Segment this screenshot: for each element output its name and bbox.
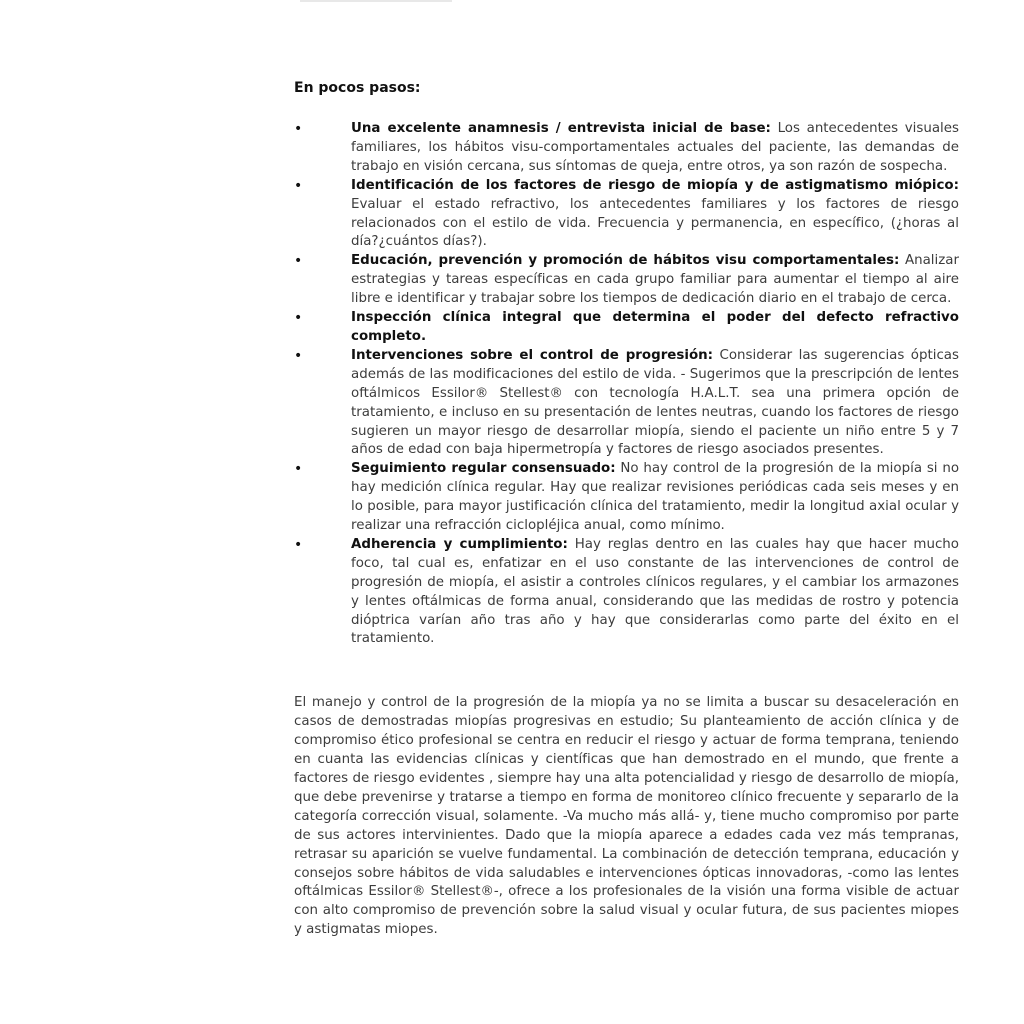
step-body: Hay reglas dentro en las cuales hay que hacer mucho foco, tal cual es, enfatizar en el uso constante de las intervenciones de control de progresión de miopía, el asistir a controles clínicos regulares, y el cambiar los armazones y lentes oftálmicas de forma anual, considerando que las medidas de rostro y potencia dióptrica varían año tras año y hay que considerarlas como parte del éxito en el tratamiento. — [351, 536, 959, 647]
step-item-follow-up — [294, 460, 959, 536]
step-body: Evaluar el estado refractivo, los antecedentes familiares y los factores de riesgo relacionados con el estilo de vida. Frecuencia y permanencia, en específico, (¿horas al día?¿cuántos días?). — [351, 196, 959, 250]
steps-list — [294, 120, 959, 649]
step-title: Inspección clínica integral que determina el poder del defecto refractivo completo. — [351, 310, 959, 344]
step-item-clinical-inspection — [294, 309, 959, 347]
step-title: Educación, prevención y promoción de hábitos visu comportamentales: — [351, 253, 900, 269]
closing-paragraph: El manejo y control de la progresión de la miopía ya no se limita a buscar su desaceleración en casos de demostradas miopías progresivas en estudio; Su planteamiento de acción clínica y de compromiso ético profesional se centra en reducir el riesgo y actuar de forma temprana, teniendo en cuanta las evidencias clínicas y científicas que han demostrado en el mundo, que frente a factores de riesgo evidentes , siempre hay una alta potencialidad y riesgo de desarrollo de miopía, que debe prevenirse y tratarse a tiempo en forma de monitoreo clínico frecuente y separarlo de la categoría corrección visual, solamente. -Va mucho más allá- y, tiene mucho compromiso por parte de sus actores intervinientes. Dado que la miopía aparece a edades cada vez más tempranas, retrasar su aparición se vuelve fundamental. La combinación de detección temprana, educación y consejos sobre hábitos de vida saludables e intervenciones ópticas innovadoras, -como las lentes oftálmicas Essilor® Stellest®-, ofrece a los profesionales de la visión una forma visible de actuar con alto compromiso de prevención sobre la salud visual y ocular futura, de sus pacientes miopes y astigmatas miopes. — [294, 695, 959, 938]
step-title: Identificación de los factores de riesgo de miopía y de astigmatismo miópico: — [351, 177, 959, 193]
section-heading: En pocos pasos: — [294, 80, 421, 96]
step-title: Adherencia y cumplimiento: — [351, 536, 568, 552]
bullet-icon: • — [294, 536, 303, 553]
step-title: Intervenciones sobre el control de progresión: — [351, 347, 714, 363]
step-item-interventions — [294, 347, 959, 460]
step-body: No hay control de la progresión de la miopía si no hay medición clínica regular. Hay que realizar revisiones periódicas cada seis meses y en lo posible, para mayor justificación clínica del tratamiento, medir la longitud axial ocular y realizar una refracción ciclopléjica anual, como mínimo. — [351, 461, 960, 534]
step-body: Analizar estrategias y tareas específicas en cada grupo familiar para aumentar el tiempo al aire libre e identificar y trabajar sobre los tiempos de dedicación diario en el trabajo de cerca. — [351, 253, 959, 307]
bullet-icon: • — [294, 121, 303, 137]
page-top-rule — [300, 0, 452, 2]
bullet-icon: • — [294, 177, 303, 194]
step-item-adherence — [294, 536, 959, 649]
bullet-icon: • — [294, 347, 303, 364]
step-item-risk-factors — [294, 177, 959, 253]
step-body: Considerar las sugerencias ópticas además de las modificaciones del estilo de vida. - Sugerimos que la prescripción de lentes oftálmicos Essilor® Stellest® con tecnología H.A.L.T. sea una primera opción de tratamiento, e incluso en su presentación de lentes neutras, cuando los factores de riesgo sugieren un mayor riesgo de desarrollar miopía, siendo el paciente un niño entre 5 y 7 años de edad con baja hipermetropía y factores de riesgo asociados presentes. — [351, 347, 959, 458]
bullet-icon: • — [294, 461, 303, 478]
step-body: Los antecedentes visuales familiares, los hábitos visu-comportamentales actuales del paciente, las demandas de trabajo en visión cercana, sus síntomas de queja, entre otros, ya son razón de sospecha. — [351, 121, 959, 174]
bullet-icon: • — [294, 310, 303, 327]
article-column — [294, 78, 959, 940]
step-item-anamnesis — [294, 120, 959, 177]
bullet-icon: • — [294, 253, 303, 270]
step-title: Una excelente anamnesis / entrevista inicial de base: — [351, 121, 771, 136]
step-item-education — [294, 252, 959, 309]
step-title: Seguimiento regular consensuado: — [351, 461, 616, 477]
